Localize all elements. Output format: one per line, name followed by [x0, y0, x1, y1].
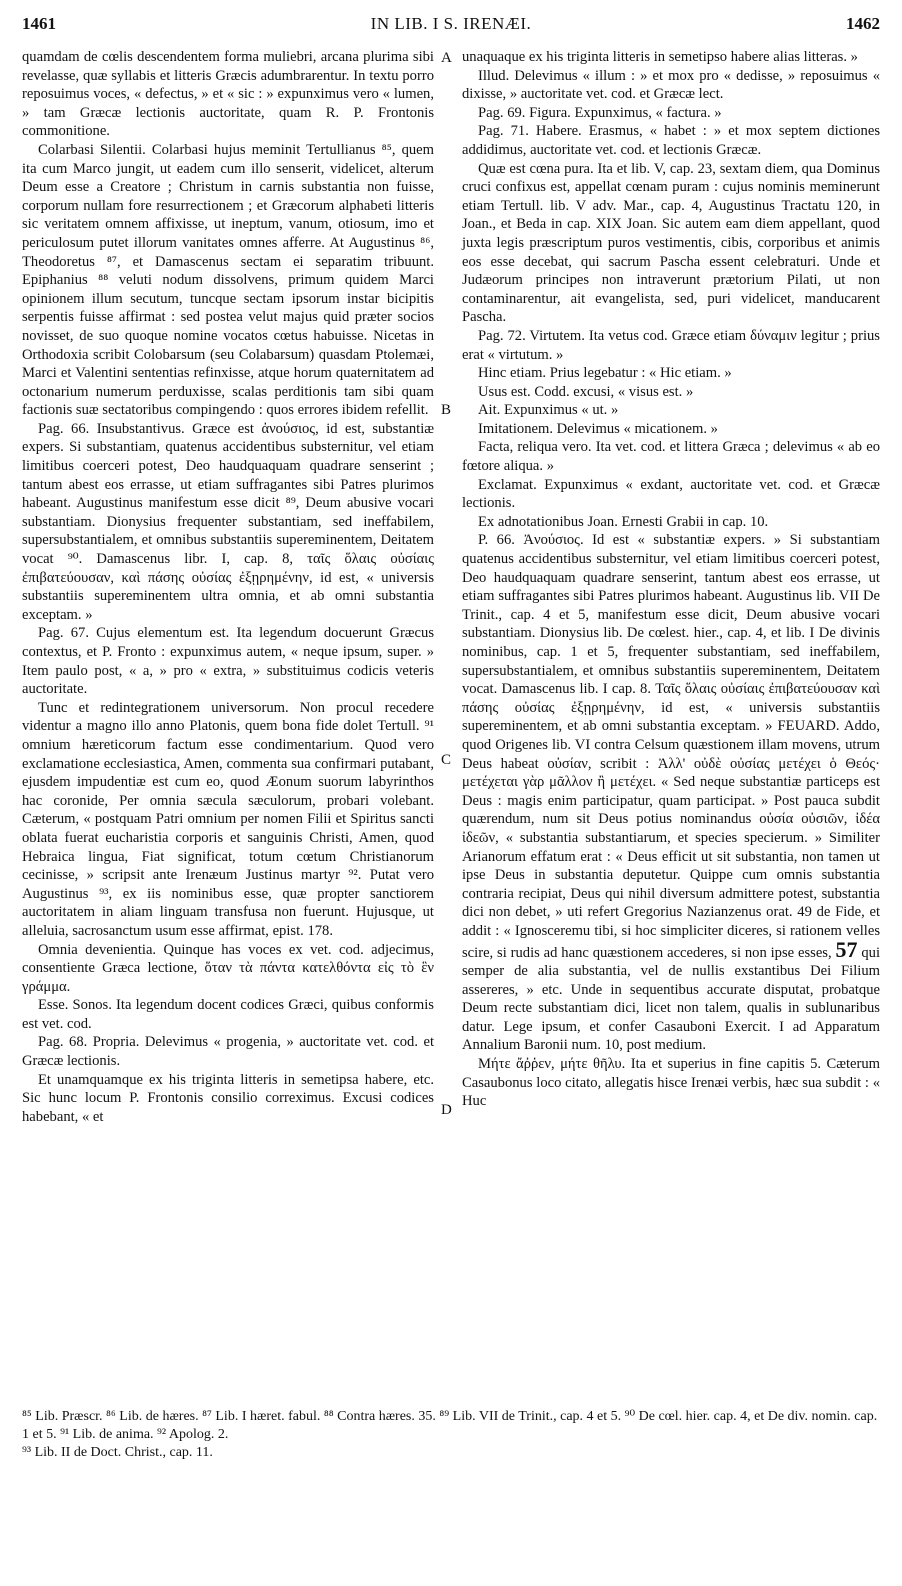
paragraph: Illud. Delevimus « illum : » et mox pro « dedisse, » reposuimus « dixisse, » auctoritate vet. cod. et Græcæ lect. — [462, 67, 880, 103]
paragraph-text: qui semper de alia substantia, vel de nullis exstantibus Dei Filium assereres, » etc. Unde in sequentibus accurate disputat, probatque Deum recte substantiam dici, licet non talem, qualis in sublunaribus datur. Lege ipsum, et confer Casauboni Exercit. I ad Apparatum Annalium Baronii num. 10, post medium. — [462, 944, 880, 1054]
paragraph: Colarbasi Silentii. Colarbasi hujus meminit Tertullianus ⁸⁵, quem ita cum Marco jungit, ut eadem cum illo senserit, videlicet, alterum Deum esse a Creatore ; Christum in carnis substantia non fuisse, corporum nullam fore resurrectionem ; et Græcorum alphabeti litteris sic veritatem omnem affixisse, ut ineptum, vanum, otiosum, imo et periculosum putet illorum vanitates omnes afferre. At Augustinus ⁸⁶, Theodoretus ⁸⁷, et Damascenus sectam ei separatim tribuunt. Epiphanius ⁸⁸ veluti nodum dissolvens, primum quidem Marci opinionem illum secutum, tuncque sectam ipsorum instar bicipitis serpentis fuisse affirmat : sed postea velut majus quid præter socios novisset, de suo quoque nomine vocatos cœtus habuisse. Nicetas in Orthodoxia scribit Colobarsum (seu Colabarsum) quasdam Ptolemæi, Marci et Valentini sententias refinxisse, atque horum quaternitatem ad octonarium numerum perduxisse, scalas perditionis tam sibi quam factionis suæ sectatoribus compingendo : quos errores ibidem refellit. — [22, 141, 434, 419]
right-column — [462, 48, 880, 1111]
footnote-line: ⁹³ Lib. II de Doct. Christ., cap. 11. — [22, 1445, 213, 1460]
page-number-left: 1461 — [22, 14, 56, 33]
paragraph-text: P. 66. Ἀνούσιος. Id est « substantiæ expers. » Si substantiam quatenus accidentibus substernitur, vel etiam limitibus coerceri potest, Deo haudquaquam quadrare senserint, tantum abest eos errasse, ut etiam suffragantes sibi Patres plurimos habeant. Augustinus lib. VII De Trinit., cap. 4 et 5, manifestum esse dicit, Deum abusive vocari substantiam. Dionysius lib. De cœlest. hier., cap. 4, et lib. I De divinis nominibus, cap. 1 et 5, frequenter substantiam, sed ineffabilem, supersubstantialem, et omnibus substantiis supereminentem, Deitatem vocat. Damascenus lib. I cap. 8. Ταῖς ὅλαις οὐσίαις ἐπιβατεύουσαν καὶ πάσης οὐσίας ἐξῃρημένην, id est, « universis substantiis supereminentem, et ab omni substantia exceptam. » FEUARD. Addo, quod Origenes lib. VI contra Celsum quæstionem illam movens, utrum Deus habeat οὐσίαν, scribit : Ἀλλ' οὐδὲ οὐσίας μετέχει ὁ Θεός· μετέχεται γὰρ μᾶλλον ἢ μετέχει. « Sed neque substantiæ particeps est Deus : magis enim participatur, quam participat. » Post pauca subdit quærendum, num sit Deus potius nominandus οὐσία οὐσιῶν, ἰδέα ἰδεῶν, « substantia substantiarum, et species specierum. » Similiter Arianorum effatum erat : « Deus efficit ut sit substantia, non tamen ut ipse Deus in substantia deputetur. Quippe cum omnis substantia contraria recipiat, Deus qui nihil diversum admittere potest, substantia dici non debet, » uti refert Gregorius Nazianzenus orat. 49 de Fide, et addit : « Ignosceremu tibi, si hoc simpliciter diceres, si rationem velles scire, si rudis ad hanc quæstionem accederes, si non ipse esses, — [462, 532, 880, 961]
paragraph: Ex adnotationibus Joan. Ernesti Grabii in cap. 10. — [478, 513, 769, 530]
paragraph: Pag. 68. Propria. Delevimus « progenia, » auctoritate vet. cod. et Græcæ lectionis. — [22, 1034, 434, 1070]
paragraph: Pag. 69. Figura. Expunximus, « factura. » — [478, 104, 722, 121]
paragraph: Facta, reliqua vero. Ita vet. cod. et littera Græca ; delevimus « ab eo fœtore aliqua. » — [462, 439, 880, 475]
running-title: IN LIB. I S. IRENÆI. — [370, 14, 532, 33]
paragraph: Imitationem. Delevimus « micationem. » — [478, 420, 718, 437]
page-number-right: 1462 — [846, 14, 880, 33]
paragraph: Quæ est cœna pura. Ita et lib. V, cap. 23, sextam diem, qua Dominus cruci confixus est, appellat cœnam puram : cujus nominis meminerunt etiam Tertull. lib. V adv. Mar., cap. 4, Augustinus Tractatu 120, in Joan., et Beda in cap. XIX Joan. Sic autem eam diem appellant, quod juxta legis præscriptum puros vestimentis, cibis, corporibus et animis eos esse decebat, qui sacrum Pascha essent celebraturi. Unde et Judæorum principes non intraverunt prætorium Pilati, ut non contaminarentur, ait evangelista, sed, puri videlicet, manducarent Pascha. — [462, 160, 880, 326]
paragraph: Μήτε ἄῤῥεν, μήτε θῆλυ. Ita et superius in fine capitis 5. Cæterum Casaubonus loco citato, allegatis hisce Irenæi verbis, hæc sua subdit : « Huc — [462, 1056, 880, 1110]
running-header — [22, 14, 880, 38]
paragraph: Ait. Expunximus « ut. » — [478, 402, 619, 419]
paragraph: Pag. 71. Habere. Erasmus, « habet : » et mox septem dictiones addidimus, auctoritate vet. cod. et lectionis Græcæ. — [462, 123, 880, 158]
paragraph — [462, 531, 880, 1055]
paragraph: Esse. Sonos. Ita legendum docent codices Græci, quibus conformis est vet. cod. — [22, 997, 434, 1032]
paragraph: Exclamat. Expunximus « exdant, auctoritate vet. cod. et Græcæ lectionis. — [462, 476, 880, 512]
paragraph: Omnia devenientia. Quinque has voces ex vet. cod. adjecimus, consentiente Græca lectione, ὅταν τὰ πάντα κατελθόντα εἰς τὸ ἓν γράμμα. — [22, 941, 434, 995]
paragraph: Pag. 67. Cujus elementum est. Ita legendum docuerunt Græcus contextus, et P. Fronto : expunximus autem, « neque ipsum, super. » Item paulo post, « a, » pro « extra, » substituimus codicis veteris auctoritate. — [22, 625, 434, 698]
section-marker-d: D — [441, 1102, 452, 1118]
paragraph: Hinc etiam. Prius legebatur : « Hic etiam. » — [478, 365, 732, 382]
paragraph: Pag. 66. Insubstantivus. Græce est ἀνούσιος, id est, substantiæ expers. Si substantiam, quatenus accidentibus substernitur, vel etiam limitibus coerceri potest, Deo haudquaquam quadrare senserint ; tantum abest eos errasse, ut etiam suffragantes sibi Patres plurimos habeant. Augustinus manifestum esse dicit ⁸⁹, Deum abusive vocari substantiam. Dionysius frequenter substantiam, sed ineffabilem, supersubstantialem, et omnibus substantiis supereminentem, Deitatem vocat ⁹⁰. Damascenus libr. I, cap. 8, ταῖς ὅλαις οὐσίαις ἐπιβατεύουσαν, καὶ πάσης οὐσίας ἐξῃρημένην, id est, « universis substantiis supereminentem ultra omnia, et ab omni substantia exceptam. » — [22, 420, 434, 623]
paragraph: Et unamquamque ex his triginta litteris in semetipsa habere, etc. Sic hunc locum P. Frontonis consilio correximus. Excusi codices habebant, « et — [22, 1071, 434, 1125]
signature-number: 57 — [835, 936, 858, 962]
section-marker-a: A — [441, 50, 452, 66]
section-marker-b: B — [441, 402, 452, 418]
footnotes — [22, 1408, 880, 1462]
section-marker-c: C — [441, 752, 452, 768]
paragraph: Pag. 72. Virtutem. Ita vetus cod. Græce etiam δύναμιν legitur ; prius erat « virtutum. » — [462, 327, 880, 363]
paragraph: quamdam de cœlis descendentem forma muliebri, arcana plurima sibi revelasse, quæ syllabis et litteris Græcis adumbrarentur. In textu porro reposuimus voces, « defectus, » et « sic : » expunximus vero « lumen, » tam Græcæ lectionis auctoritate, quam R. P. Frontonis commonitione. — [22, 49, 434, 140]
left-column — [22, 48, 434, 1126]
paragraph: Usus est. Codd. excusi, « visus est. » — [478, 383, 694, 400]
footnote-line: ⁸⁵ Lib. Præscr. ⁸⁶ Lib. de hæres. ⁸⁷ Lib. I hæret. fabul. ⁸⁸ Contra hæres. 35. ⁸⁹ Lib. VII de Trinit., cap. 4 et 5. ⁹⁰ De cœl. hier. cap. 4, et De div. nomin. cap. 1 et 5. ⁹¹ Lib. de anima. ⁹² Apolog. 2. — [22, 1409, 878, 1442]
paragraph: unaquaque ex his triginta litteris in semetipso habere alias litteras. » — [462, 49, 858, 65]
paragraph: Tunc et redintegrationem universorum. Non procul recedere videntur a magno illo anno Platonis, quem bona fide dolet Tertull. ⁹¹ omnium hæreticorum factum esse condimentarium. Quod vero exclamatione ecclesiastica, Amen, commenta sua confirmari putabant, ejusdem impudentiæ est cum eo, quod Æonum suorum labyrinthos hac coronide, Per omnia sæcula sæculorum, probari volebant. Cæterum, « postquam Patri omnium per nomen Filii et Spiritus sancti oblata fuerat eucharistia corporis et sanguinis Christi, Amen, quod Hebraica lingua, Fiat significat, totum cœtum Christianorum cecinisse, » scripsit ante Irenæum Justinus martyr ⁹². Putat vero Augustinus ⁹³, ex iis nominibus esse, quæ propter sanctiorem auctoritatem in aliam linguam transfusa non fuerunt. Hujusque, ut alleluia, sacrosanctum usum esse affirmat, epist. 178. — [22, 699, 434, 939]
